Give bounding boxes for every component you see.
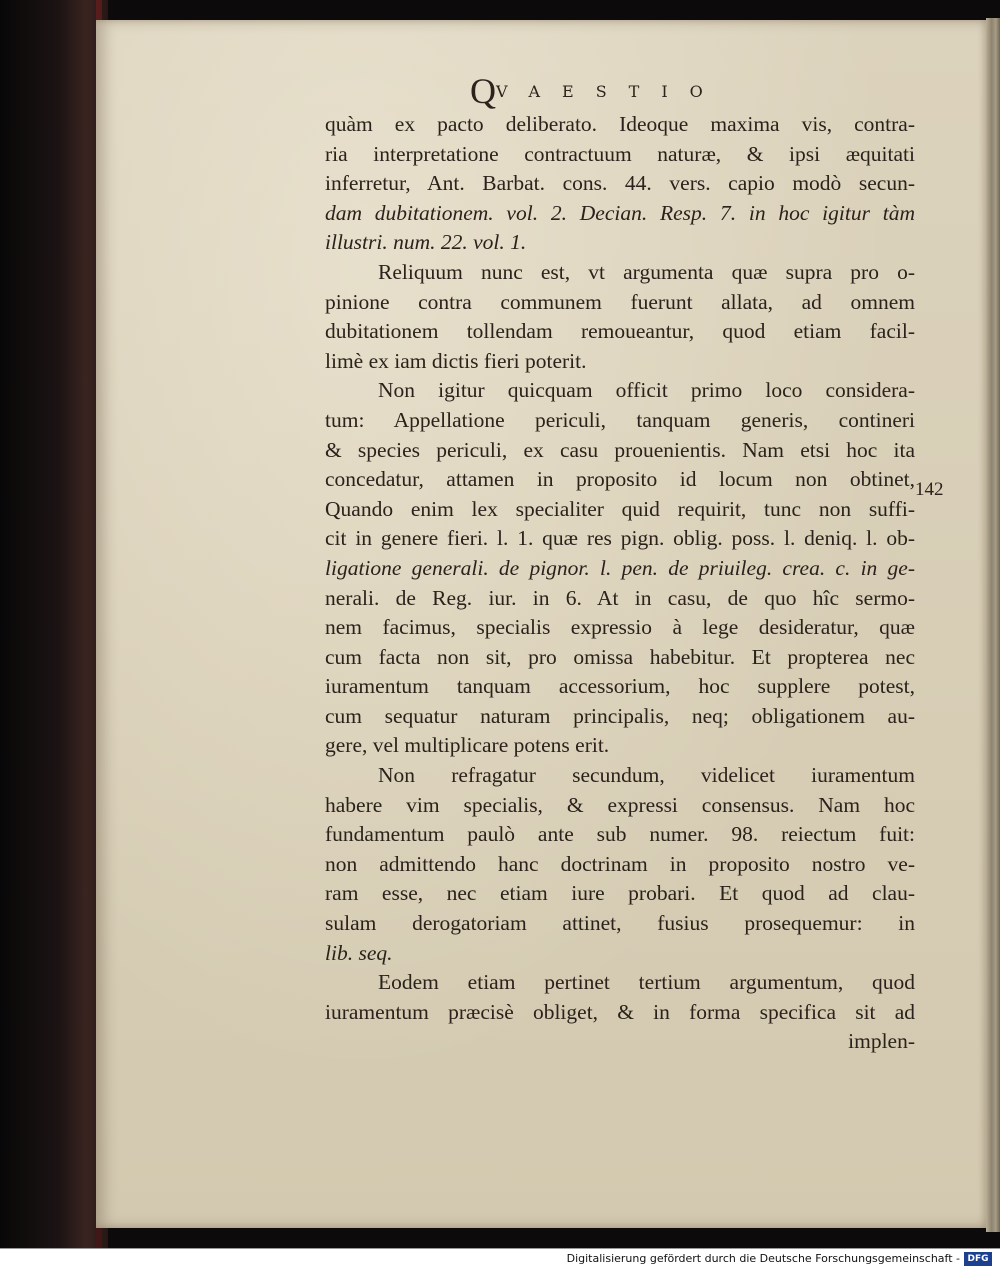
text-line: iuramentum præcisè obliget, & in forma specifica sit ad: [325, 999, 915, 1024]
footer-bar: [0, 1248, 1000, 1270]
text-line: gere, vel multiplicare potens erit.: [325, 733, 610, 758]
text-line: ligatione generali. de pignor. l. pen. de priuileg. crea. c. in ge-: [325, 555, 915, 580]
text-line: tum: Appellatione periculi, tanquam generis, contineri: [325, 407, 915, 432]
text-line: & species periculi, ex casu prouenientis. Nam etsi hoc ita: [325, 437, 915, 462]
text-line: fundamentum paulò ante sub numer. 98. reiectum fuit:: [325, 822, 915, 847]
text-line: concedatur, attamen in proposito id locum non obtinet,: [325, 467, 915, 492]
header-rest: VAESTIO: [496, 82, 725, 101]
text-line: Reliquum nunc est, vt argumenta quæ supra pro o-: [378, 259, 915, 284]
text-line: ram esse, nec etiam iure probari. Et quod ad clau-: [325, 881, 915, 906]
header-initial: Q: [470, 71, 496, 111]
text-line: nerali. de Reg. iur. in 6. At in casu, de quo hîc sermo-: [325, 585, 915, 610]
text-line: lib. seq.: [325, 940, 393, 965]
text-line: ria interpretatione contractuum naturæ, & ipsi æquitati: [325, 141, 915, 166]
text-line: pinione contra communem fuerunt allata, ad omnem: [325, 289, 915, 314]
text-line: nem facimus, specialis expressio à lege desideratur, quæ: [325, 615, 915, 640]
text-line: Non refragatur secundum, videlicet iuramentum: [378, 763, 915, 788]
page-edge: [986, 18, 1000, 1232]
text-line: limè ex iam dictis fieri poterit.: [325, 348, 587, 373]
text-line: sulam derogatoriam attinet, fusius prosequemur: in: [325, 911, 915, 936]
book-binding: [0, 0, 108, 1248]
text-line: dubitationem tollendam remoueantur, quod etiam facil-: [325, 319, 915, 344]
catchword: implen-: [848, 1029, 915, 1054]
text-line: cum sequatur naturam principalis, neq; obligationem au-: [325, 703, 915, 728]
margin-number: 142: [915, 479, 944, 500]
text-line: dam dubitationem. vol. 2. Decian. Resp. 7. in hoc igitur tàm: [325, 200, 915, 225]
text-line: Quando enim lex specialiter quid requirit, tunc non suffi-: [325, 496, 915, 521]
body-text: [325, 110, 915, 1057]
text-line: Eodem etiam pertinet tertium argumentum, quod: [378, 970, 915, 995]
text-line: quàm ex pacto deliberato. Ideoque maxima vis, contra-: [325, 112, 915, 136]
running-header: [470, 70, 770, 110]
footer-credit: Digitalisierung gefördert durch die Deutsche Forschungsgemeinschaft -: [566, 1252, 960, 1265]
dfg-logo-icon: DFG: [964, 1252, 992, 1266]
text-line: cum facta non sit, pro omissa habebitur. Et propterea nec: [325, 644, 915, 669]
text-line: inferretur, Ant. Barbat. cons. 44. vers. capio modò secun-: [325, 171, 915, 196]
text-line: non admittendo hanc doctrinam in proposito nostro ve-: [325, 851, 915, 876]
text-line: illustri. num. 22. vol. 1.: [325, 230, 527, 255]
text-line: cit in genere fieri. l. 1. quæ res pign. oblig. poss. l. deniq. l. ob-: [325, 526, 915, 551]
text-line: iuramentum tanquam accessorium, hoc supplere potest,: [325, 674, 915, 699]
text-line: habere vim specialis, & expressi consensus. Nam hoc: [325, 792, 915, 817]
text-line: Non igitur quicquam officit primo loco considera-: [378, 378, 915, 403]
